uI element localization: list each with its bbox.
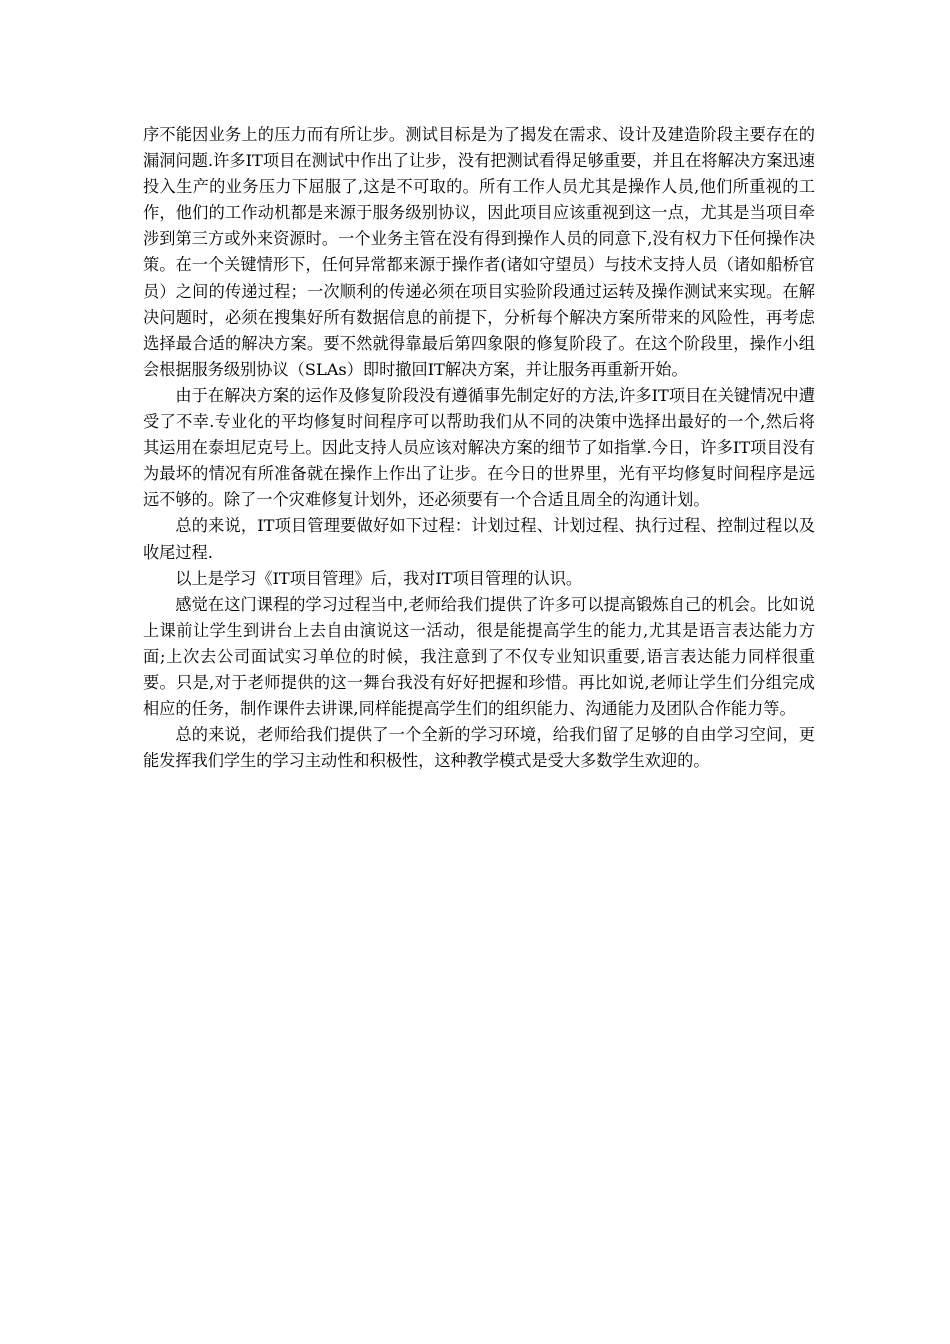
paragraph-6: 总的来说，老师给我们提供了一个全新的学习环境，给我们留了足够的自由学习空间，更能发挥我们学生的学习主动性和积极性，这种教学模式是受大多数学生欢迎的。 — [143, 725, 815, 771]
paragraph-5: 感觉在这门课程的学习过程当中,老师给我们提供了许多可以提高锻炼自己的机会。比如说上课前让学生到讲台上去自由演说这一活动，很是能提高学生的能力,尤其是语言表达能力方面;上次去公司面试实习单位的时候，我注意到了不仅专业知识重要,语言表达能力同样很重要。只是,对于老师提供的这一舞台我没有好好把握和珍惜。再比如说,老师让学生们分组完成相应的任务，制作课件去讲课,同样能提高学生们的组织能力、沟通能力及团队合作能力等。 — [143, 594, 815, 719]
paragraph-1: 序不能因业务上的压力而有所让步。测试目标是为了揭发在需求、设计及建造阶段主要存在的漏洞问题.许多IT项目在测试中作出了让步，没有把测试看得足够重要，并且在将解决方案迅速投入生产的业务压力下屈服了,这是不可取的。所有工作人员尤其是操作人员,他们所重视的工作，他们的工作动机都是来源于服务级别协议，因此项目应该重视到这一点，尤其是当项目牵涉到第三方或外来资源时。一个业务主管在没有得到操作人员的同意下,没有权力下任何操作决策。在一个关键情形下，任何异常都来源于操作者(诸如守望员）与技术支持人员（诸如船桥官员）之间的传递过程；一次顺利的传递必须在项目实验阶段通过运转及操作测试来实现。在解决问题时，必须在搜集好所有数据信息的前提下，分析每个解决方案所带来的风险性，再考虑选择最合适的解决方案。要不然就得靠最后第四象限的修复阶段了。在这个阶段里，操作小组会根据服务级别协议（SLAs）即时撤回IT解决方案，并让服务再重新开始。 — [143, 125, 815, 379]
paragraph-4: 以上是学习《IT项目管理》后，我对IT项目管理的认识。 — [175, 568, 583, 588]
document-body — [143, 122, 815, 774]
paragraph-2: 由于在解决方案的运作及修复阶段没有遵循事先制定好的方法,许多IT项目在关键情况中遭受了不幸.专业化的平均修复时间程序可以帮助我们从不同的决策中选择出最好的一个,然后将其运用在泰坦尼克号上。因此支持人员应该对解决方案的细节了如指掌.今日，许多IT项目没有为最坏的情况有所准备就在操作上作出了让步。在今日的世界里，光有平均修复时间程序是远远不够的。除了一个灾难修复计划外，还必须要有一个合适且周全的沟通计划。 — [143, 385, 815, 510]
paragraph-3: 总的来说，IT项目管理要做好如下过程：计划过程、计划过程、执行过程、控制过程以及收尾过程. — [143, 516, 815, 562]
